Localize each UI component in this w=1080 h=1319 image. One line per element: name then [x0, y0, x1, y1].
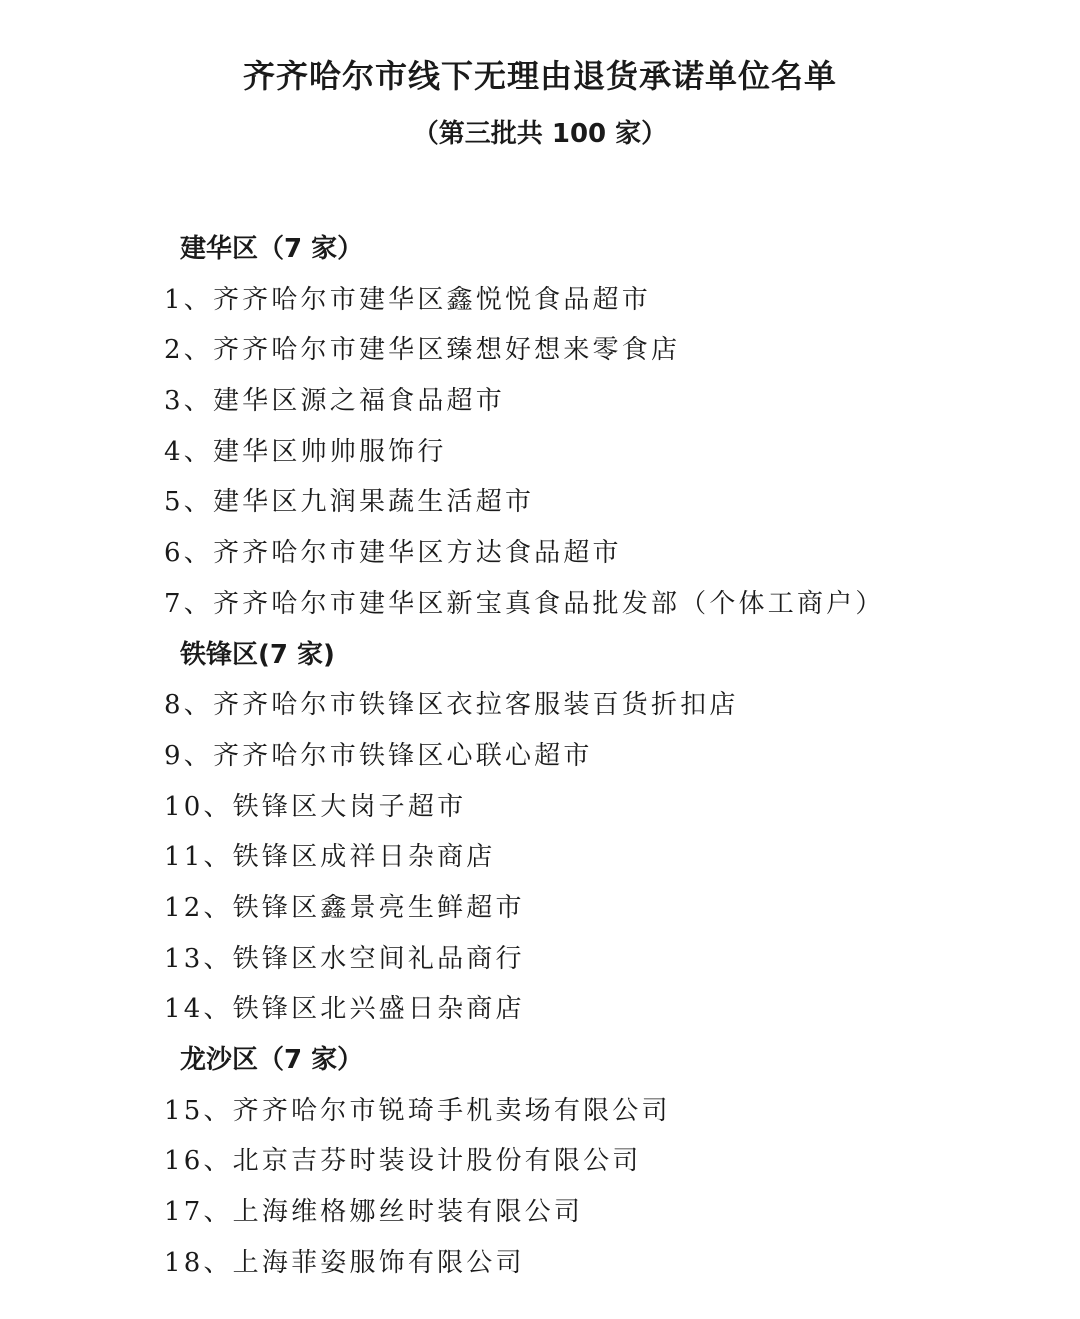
list-item: 13、铁锋区水空间礼品商行	[164, 943, 525, 974]
list-item: 17、上海维格娜丝时装有限公司	[164, 1197, 584, 1228]
list-item: 11、铁锋区成祥日杂商店	[164, 842, 496, 873]
list-item: 1、齐齐哈尔市建华区鑫悦悦食品超市	[164, 284, 651, 315]
section-heading-longsha: 龙沙区（7 家）	[180, 1045, 364, 1075]
list-item: 3、建华区源之福食品超市	[164, 386, 505, 417]
list-item: 14、铁锋区北兴盛日杂商店	[164, 994, 525, 1025]
section-heading-tiefeng: 铁锋区(7 家)	[180, 639, 335, 670]
list-item: 2、齐齐哈尔市建华区臻想好想来零食店	[164, 335, 681, 366]
document-title: 齐齐哈尔市线下无理由退货承诺单位名单	[242, 57, 837, 95]
list-item: 10、铁锋区大岗子超市	[164, 791, 467, 822]
list-item: 16、北京吉芬时装设计股份有限公司	[164, 1146, 642, 1177]
document-subtitle: （第三批共 100 家）	[412, 119, 668, 149]
list-item: 4、建华区帅帅服饰行	[164, 436, 447, 467]
list-item: 18、上海菲姿服饰有限公司	[164, 1247, 525, 1278]
list-item: 9、齐齐哈尔市铁锋区心联心超市	[164, 740, 593, 771]
document-body	[0, 224, 1080, 1288]
list-item: 6、齐齐哈尔市建华区方达食品超市	[164, 538, 622, 569]
list-item: 12、铁锋区鑫景亮生鲜超市	[164, 892, 525, 923]
section-heading-jianhua: 建华区（7 家）	[180, 234, 364, 264]
list-item: 15、齐齐哈尔市锐琦手机卖场有限公司	[164, 1095, 671, 1126]
list-item: 5、建华区九润果蔬生活超市	[164, 487, 535, 518]
list-item: 8、齐齐哈尔市铁锋区衣拉客服装百货折扣店	[164, 690, 739, 721]
list-item: 7、齐齐哈尔市建华区新宝真食品批发部（个体工商户）	[164, 588, 885, 619]
